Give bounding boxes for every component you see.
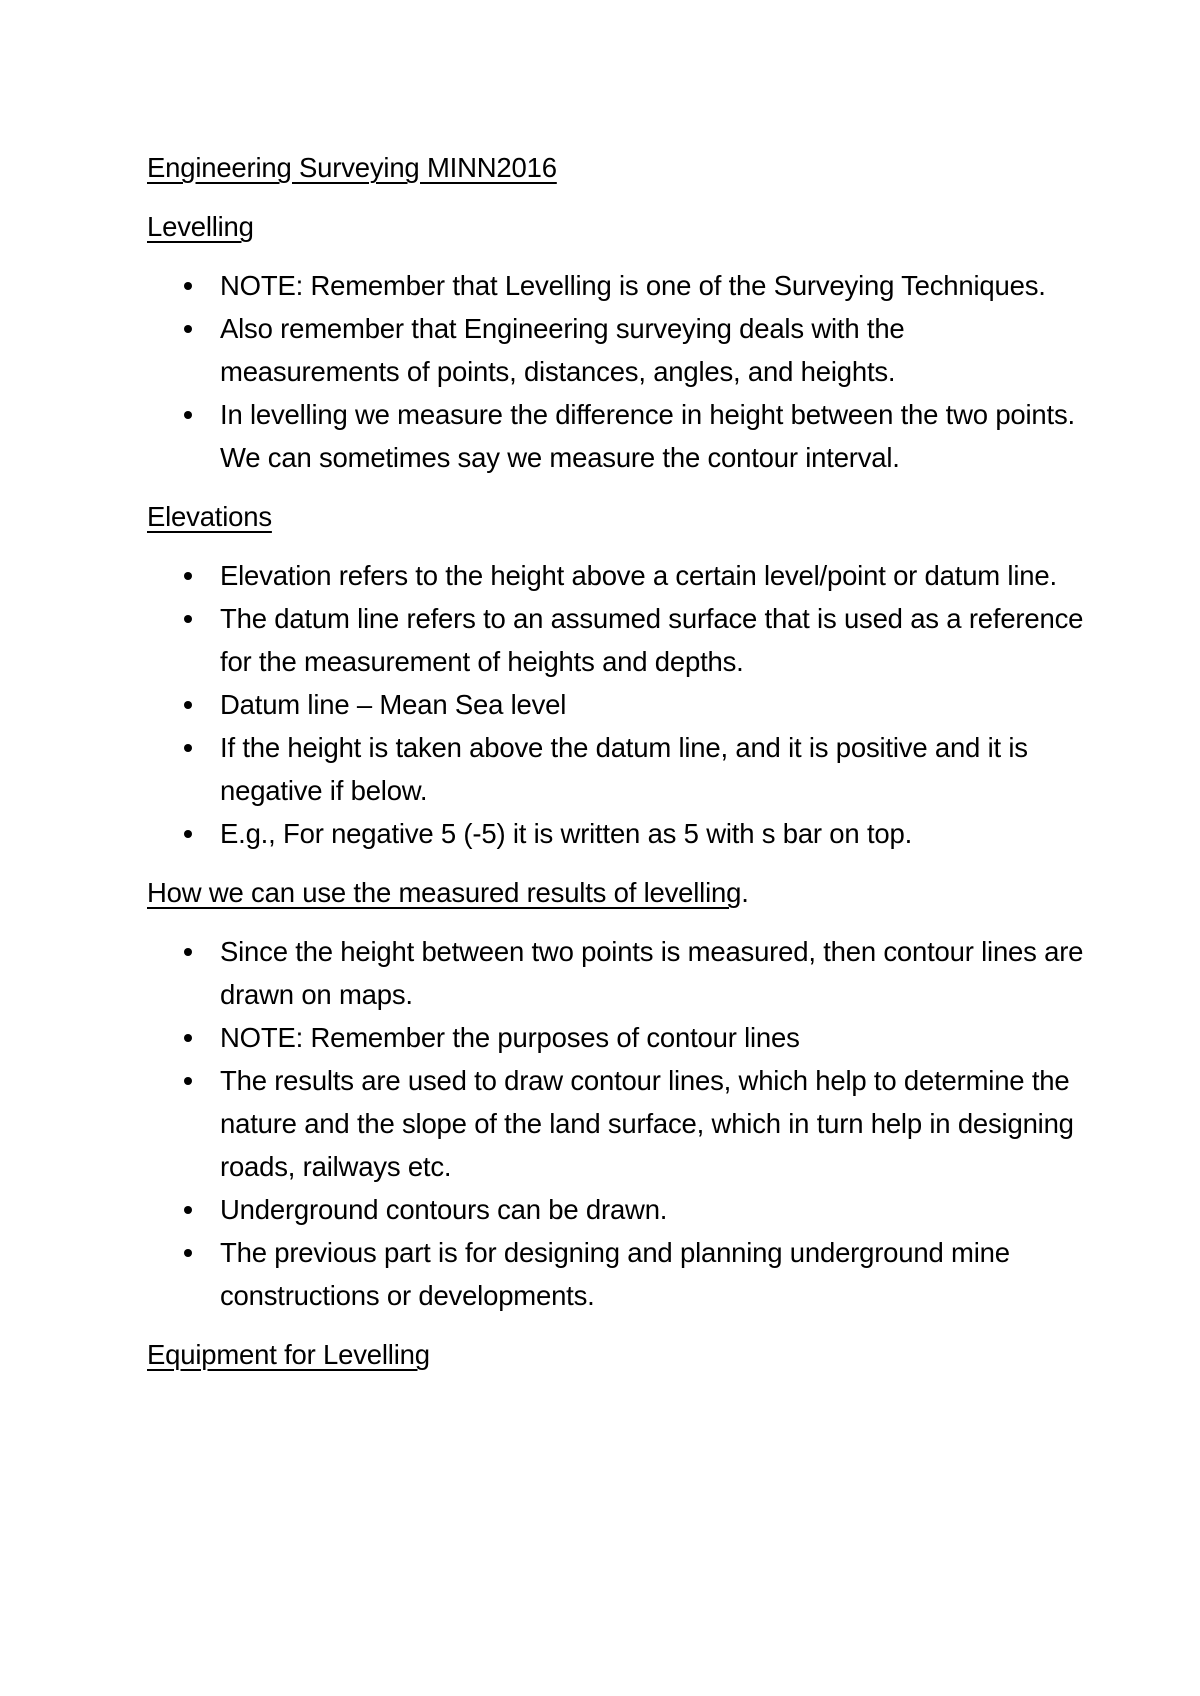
list-item-text: The datum line refers to an assumed surface that is used as a reference for the measurement of heights and depths. bbox=[220, 603, 1084, 677]
list-item bbox=[147, 1231, 1087, 1317]
list-item-text: If the height is taken above the datum line, and it is positive and it is negative if below. bbox=[220, 732, 1028, 806]
list-item bbox=[147, 726, 1087, 812]
list-item-text: NOTE: Remember that Levelling is one of the Surveying Techniques. bbox=[220, 270, 1046, 301]
list-item-text: The results are used to draw contour lines, which help to determine the nature and the slope of the land surface, which in turn help in designing roads, railways etc. bbox=[220, 1065, 1074, 1182]
document-body bbox=[147, 146, 1087, 1392]
bullet-icon bbox=[184, 325, 192, 333]
bullet-list-elevations bbox=[147, 554, 1087, 855]
list-item-text: Also remember that Engineering surveying deals with the measurements of points, distances, angles, and heights. bbox=[220, 313, 905, 387]
bullet-list-levelling bbox=[147, 264, 1087, 479]
list-item-text: In levelling we measure the difference in height between the two points. We can sometimes say we measure the contour interval. bbox=[220, 399, 1075, 473]
bullet-icon bbox=[184, 701, 192, 709]
bullet-icon bbox=[184, 411, 192, 419]
list-item-text: Underground contours can be drawn. bbox=[220, 1194, 668, 1225]
section-heading-equipment: Equipment for Levelling bbox=[147, 1339, 430, 1370]
section-heading-results-period: . bbox=[741, 877, 749, 908]
list-item-text: NOTE: Remember the purposes of contour lines bbox=[220, 1022, 800, 1053]
bullet-icon bbox=[184, 948, 192, 956]
list-item-text: The previous part is for designing and planning underground mine constructions or developments. bbox=[220, 1237, 1010, 1311]
bullet-icon bbox=[184, 744, 192, 752]
list-item bbox=[147, 597, 1087, 683]
section-heading-elevations: Elevations bbox=[147, 501, 272, 532]
list-item bbox=[147, 1188, 1087, 1231]
bullet-icon bbox=[184, 282, 192, 290]
bullet-icon bbox=[184, 572, 192, 580]
bullet-icon bbox=[184, 1249, 192, 1257]
list-item-text: Datum line – Mean Sea level bbox=[220, 689, 567, 720]
list-item bbox=[147, 393, 1087, 479]
section-heading-levelling: Levelling bbox=[147, 211, 254, 242]
bullet-icon bbox=[184, 1077, 192, 1085]
section-heading-line-equipment bbox=[147, 1333, 1087, 1376]
list-item bbox=[147, 264, 1087, 307]
section-heading-line-results bbox=[147, 871, 1087, 914]
bullet-list-results bbox=[147, 930, 1087, 1317]
bullet-icon bbox=[184, 615, 192, 623]
section-heading-results: How we can use the measured results of levelling bbox=[147, 877, 742, 908]
bullet-icon bbox=[184, 1034, 192, 1042]
list-item bbox=[147, 683, 1087, 726]
list-item-text: E.g., For negative 5 (-5) it is written as 5 with s bar on top. bbox=[220, 818, 913, 849]
list-item bbox=[147, 307, 1087, 393]
list-item-text: Elevation refers to the height above a certain level/point or datum line. bbox=[220, 560, 1057, 591]
document-title-line bbox=[147, 146, 1087, 189]
list-item bbox=[147, 812, 1087, 855]
section-heading-line-elevations bbox=[147, 495, 1087, 538]
bullet-icon bbox=[184, 830, 192, 838]
bullet-icon bbox=[184, 1206, 192, 1214]
section-heading-line-levelling bbox=[147, 205, 1087, 248]
list-item bbox=[147, 1059, 1087, 1188]
list-item bbox=[147, 1016, 1087, 1059]
list-item bbox=[147, 554, 1087, 597]
document-title: Engineering Surveying MINN2016 bbox=[147, 152, 557, 183]
list-item-text: Since the height between two points is measured, then contour lines are drawn on maps. bbox=[220, 936, 1084, 1010]
list-item bbox=[147, 930, 1087, 1016]
